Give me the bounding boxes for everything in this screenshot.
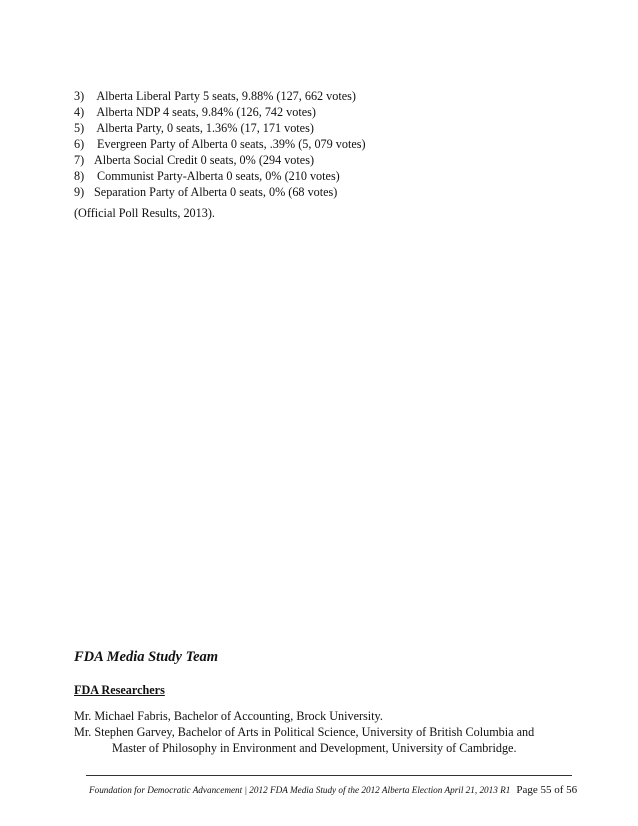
list-item-text: Evergreen Party of Alberta 0 seats, .39% (5, 079 votes) (94, 137, 366, 151)
list-item (74, 184, 366, 200)
list-item (74, 136, 366, 152)
footer-text: Foundation for Democratic Advancement | 2012 FDA Media Study of the 2012 Alberta Election April 21, 2013 R1 (89, 785, 511, 795)
researcher-entry-continuation: Master of Philosophy in Environment and Development, University of Cambridge. (112, 741, 517, 755)
list-item-number: 9) (74, 185, 85, 199)
list-item (74, 152, 366, 168)
list-item-text: Alberta NDP 4 seats, 9.84% (126, 742 votes) (94, 105, 316, 119)
list-item-text: Separation Party of Alberta 0 seats, 0% (68 votes) (94, 185, 338, 199)
list-item-number: 3) (74, 89, 85, 103)
researchers-heading: FDA Researchers (74, 683, 165, 697)
list-item-text: Alberta Liberal Party 5 seats, 9.88% (127, 662 votes) (94, 89, 356, 103)
list-item-number: 4) (74, 105, 85, 119)
list-item-number: 8) (74, 169, 85, 183)
page-footer (89, 784, 577, 796)
researcher-entry: Mr. Stephen Garvey, Bachelor of Arts in Political Science, University of British Columbia and (74, 725, 535, 739)
page-number: Page 55 of 56 (516, 784, 578, 796)
list-item-number: 5) (74, 121, 85, 135)
researcher-entry: Mr. Michael Fabris, Bachelor of Accounting, Brock University. (74, 709, 383, 723)
list-item-number: 7) (74, 153, 85, 167)
team-heading: FDA Media Study Team (74, 649, 219, 665)
source-citation: (Official Poll Results, 2013). (74, 206, 215, 220)
list-item-text: Alberta Party, 0 seats, 1.36% (17, 171 votes) (94, 121, 314, 135)
list-item-number: 6) (74, 137, 85, 151)
list-item (74, 104, 366, 120)
researchers-list (74, 708, 534, 756)
list-item (74, 88, 366, 104)
party-results-list (74, 88, 366, 200)
footer-divider (86, 775, 572, 776)
list-item (74, 120, 366, 136)
list-item (74, 168, 366, 184)
list-item-text: Communist Party-Alberta 0 seats, 0% (210 votes) (94, 169, 340, 183)
list-item-text: Alberta Social Credit 0 seats, 0% (294 votes) (94, 153, 314, 167)
